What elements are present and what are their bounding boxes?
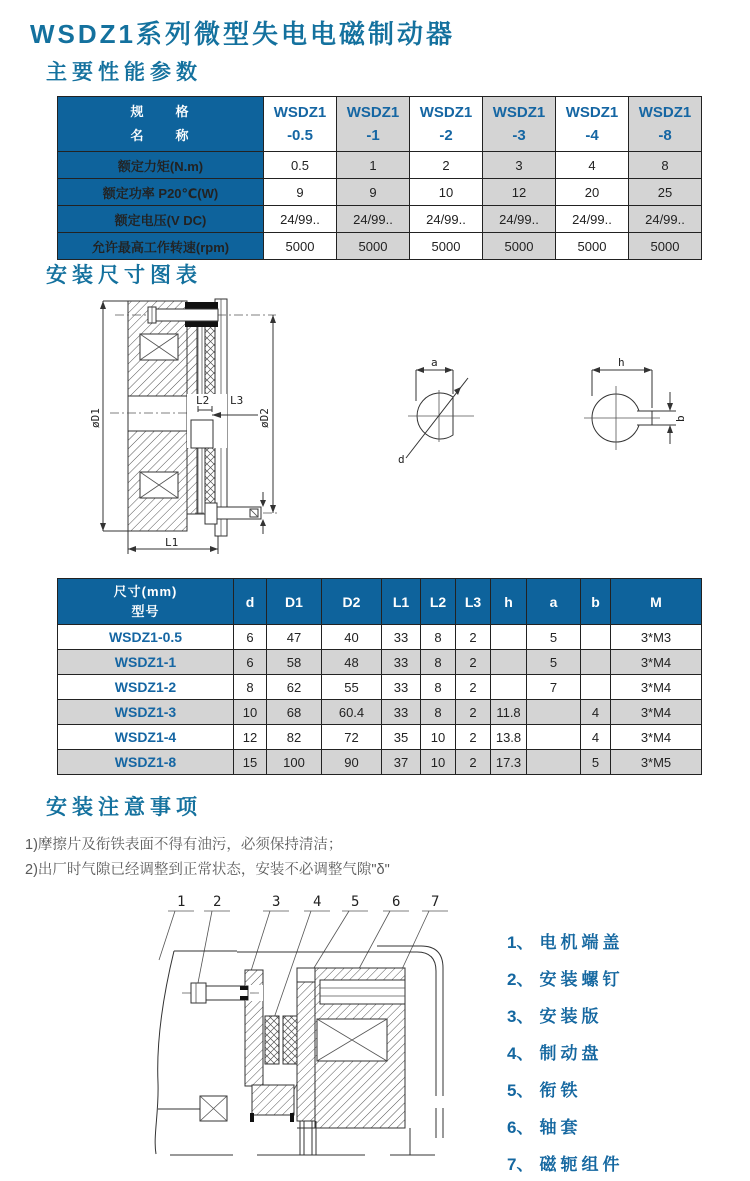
perf-corner-top: 规 格 <box>130 104 191 119</box>
dim-value-cell: 4 <box>581 725 611 750</box>
callout-5: 5 <box>351 894 360 910</box>
motor-end-cover <box>155 951 237 1154</box>
dim-value-cell: 35 <box>382 725 421 750</box>
dim-value-cell: 68 <box>267 700 322 725</box>
perf-value-cell: 24/99.. <box>410 206 483 233</box>
dim-value-cell: 82 <box>267 725 322 750</box>
perf-row-label: 允许最高工作转速(rpm) <box>58 233 264 260</box>
dim-corner-top: 尺寸(mm) <box>113 583 178 599</box>
dim-model-cell: WSDZ1-8 <box>58 750 234 775</box>
perf-row-label: 额定电压(V DC) <box>58 206 264 233</box>
dim-value-cell: 2 <box>456 750 491 775</box>
dim-label-d: d <box>398 453 405 466</box>
dim-value-cell: 8 <box>234 675 267 700</box>
dim-value-cell: 5 <box>527 625 581 650</box>
dim-value-cell: 4 <box>581 700 611 725</box>
table-row <box>58 152 702 179</box>
section-heading-dimensions: 安装尺寸图表 <box>46 264 202 287</box>
perf-value-cell: 20 <box>556 179 629 206</box>
list-item <box>507 922 623 959</box>
dim-value-cell: 2 <box>456 725 491 750</box>
performance-table <box>57 96 702 260</box>
perf-value-cell: 5000 <box>483 233 556 260</box>
perf-value-cell: 5000 <box>629 233 702 260</box>
dim-col-header: b <box>581 579 611 625</box>
perf-row-label: 额定力矩(N.m) <box>58 152 264 179</box>
part-name: 安装螺钉 <box>539 970 624 989</box>
perf-value-cell: 4 <box>556 152 629 179</box>
bore-detail-h-b <box>576 356 694 468</box>
dim-corner-bottom: 型号 <box>131 603 160 619</box>
dim-value-cell: 8 <box>421 675 456 700</box>
dim-value-cell <box>527 725 581 750</box>
dim-d2 <box>258 315 276 513</box>
dim-value-cell <box>491 650 527 675</box>
perf-value-cell: 1 <box>337 152 410 179</box>
dim-value-cell: 13.8 <box>491 725 527 750</box>
dim-value-cell <box>581 650 611 675</box>
perf-col-header: WSDZ1 -4 <box>556 97 629 152</box>
brake-cross-section-drawing <box>60 296 340 564</box>
dim-value-cell <box>491 675 527 700</box>
dim-value-cell: 3*M4 <box>611 700 702 725</box>
perf-value-cell: 0.5 <box>264 152 337 179</box>
dim-label-b: b <box>674 415 687 422</box>
dim-value-cell: 33 <box>382 675 421 700</box>
perf-value-cell: 5000 <box>556 233 629 260</box>
dim-value-cell: 3*M3 <box>611 625 702 650</box>
perf-value-cell: 12 <box>483 179 556 206</box>
armature <box>297 968 315 1121</box>
dim-value-cell <box>527 750 581 775</box>
dim-label-d2: øD2 <box>258 408 271 428</box>
section-heading-performance: 主要性能参数 <box>46 61 202 84</box>
page-title: WSDZ1系列微型失电电磁制动器 <box>30 19 456 49</box>
dim-col-header: L2 <box>421 579 456 625</box>
perf-row-label: 额定功率 P20℃(W) <box>58 179 264 206</box>
dim-value-cell: 3*M4 <box>611 725 702 750</box>
note-line-1: 1)摩擦片及衔铁表面不得有油污，必须保持清洁； <box>25 837 343 853</box>
perf-value-cell: 24/99.. <box>629 206 702 233</box>
perf-value-cell: 25 <box>629 179 702 206</box>
dim-value-cell: 33 <box>382 625 421 650</box>
dim-col-header: h <box>491 579 527 625</box>
dim-value-cell: 2 <box>456 675 491 700</box>
list-item <box>507 1070 623 1107</box>
table-row <box>58 675 702 700</box>
dim-value-cell: 60.4 <box>322 700 382 725</box>
table-row <box>58 233 702 260</box>
dim-value-cell: 11.8 <box>491 700 527 725</box>
dim-d1 <box>89 301 128 531</box>
dim-col-header: L3 <box>456 579 491 625</box>
perf-col-header: WSDZ1 -1 <box>337 97 410 152</box>
callout-4: 4 <box>313 894 322 910</box>
perf-value-cell: 2 <box>410 152 483 179</box>
dim-value-cell: 8 <box>421 650 456 675</box>
dim-value-cell: 48 <box>322 650 382 675</box>
part-number: 5、 <box>507 1081 534 1100</box>
dim-label-l1: L1 <box>165 536 179 549</box>
dim-value-cell: 3*M4 <box>611 675 702 700</box>
table-row <box>58 750 702 775</box>
dim-value-cell <box>581 625 611 650</box>
dim-value-cell: 58 <box>267 650 322 675</box>
perf-col-header: WSDZ1 -3 <box>483 97 556 152</box>
table-row <box>58 625 702 650</box>
dim-value-cell: 7 <box>527 675 581 700</box>
part-number: 1、 <box>507 933 534 952</box>
dim-col-header: L1 <box>382 579 421 625</box>
part-name: 磁轭组件 <box>539 1155 624 1174</box>
dim-label-l3: L3 <box>230 394 244 407</box>
callout-2: 2 <box>213 894 222 910</box>
table-row <box>58 700 702 725</box>
dim-value-cell: 8 <box>421 625 456 650</box>
list-item <box>507 959 623 996</box>
installation-diagram <box>127 888 495 1173</box>
table-row <box>58 650 702 675</box>
callout-6: 6 <box>392 894 401 910</box>
dim-model-cell: WSDZ1-4 <box>58 725 234 750</box>
perf-value-cell: 9 <box>264 179 337 206</box>
dim-value-cell: 37 <box>382 750 421 775</box>
part-name: 轴套 <box>539 1118 582 1137</box>
yoke-section <box>110 301 192 531</box>
perf-value-cell: 5000 <box>337 233 410 260</box>
dim-model-cell: WSDZ1-3 <box>58 700 234 725</box>
dim-col-header: a <box>527 579 581 625</box>
dim-value-cell: 3*M4 <box>611 650 702 675</box>
perf-corner-cell <box>58 97 264 152</box>
perf-col-header: WSDZ1 -8 <box>629 97 702 152</box>
dim-value-cell: 100 <box>267 750 322 775</box>
yoke-assembly <box>315 968 405 1128</box>
mounting-bolt <box>182 983 259 1003</box>
dim-value-cell: 5 <box>581 750 611 775</box>
perf-value-cell: 24/99.. <box>556 206 629 233</box>
part-number: 7、 <box>507 1155 534 1174</box>
dim-value-cell: 3*M5 <box>611 750 702 775</box>
dim-value-cell: 6 <box>234 625 267 650</box>
dim-value-cell: 33 <box>382 650 421 675</box>
dim-label-l2: L2 <box>196 394 210 407</box>
part-name: 电机端盖 <box>539 933 624 952</box>
dim-col-header: D2 <box>322 579 382 625</box>
dim-col-header: D1 <box>267 579 322 625</box>
dim-value-cell: 55 <box>322 675 382 700</box>
section-heading-notes: 安装注意事项 <box>46 796 202 819</box>
dim-value-cell: 62 <box>267 675 322 700</box>
table-row <box>58 206 702 233</box>
dimension-table <box>57 578 702 775</box>
list-item <box>507 1144 623 1181</box>
dim-value-cell: 15 <box>234 750 267 775</box>
perf-value-cell: 24/99.. <box>264 206 337 233</box>
dim-value-cell <box>491 625 527 650</box>
dim-value-cell: 2 <box>456 700 491 725</box>
table-row <box>58 179 702 206</box>
bore-detail-a-d <box>394 356 494 468</box>
dim-value-cell: 10 <box>421 750 456 775</box>
table-row <box>58 725 702 750</box>
part-number: 4、 <box>507 1044 534 1063</box>
dim-value-cell: 40 <box>322 625 382 650</box>
dim-corner-cell <box>58 579 234 625</box>
dim-label-a: a <box>431 356 438 369</box>
dim-value-cell: 10 <box>421 725 456 750</box>
part-number: 3、 <box>507 1007 534 1026</box>
dim-model-cell: WSDZ1-2 <box>58 675 234 700</box>
dim-value-cell: 5 <box>527 650 581 675</box>
dim-col-header: M <box>611 579 702 625</box>
dim-value-cell: 12 <box>234 725 267 750</box>
part-number: 2、 <box>507 970 534 989</box>
dim-value-cell: 8 <box>421 700 456 725</box>
perf-col-header: WSDZ1 -2 <box>410 97 483 152</box>
perf-value-cell: 3 <box>483 152 556 179</box>
dim-label-h: h <box>618 356 625 369</box>
perf-value-cell: 24/99.. <box>483 206 556 233</box>
dim-value-cell: 47 <box>267 625 322 650</box>
perf-col-header: WSDZ1 -0.5 <box>264 97 337 152</box>
list-item <box>507 996 623 1033</box>
list-item <box>507 1107 623 1144</box>
perf-value-cell: 5000 <box>264 233 337 260</box>
dim-label-d1: øD1 <box>89 408 102 428</box>
callout-7: 7 <box>431 894 440 910</box>
dim-value-cell: 2 <box>456 625 491 650</box>
part-name: 衔铁 <box>539 1081 582 1100</box>
dim-value-cell: 10 <box>234 700 267 725</box>
dim-value-cell <box>581 675 611 700</box>
callout-1: 1 <box>177 894 186 910</box>
perf-value-cell: 5000 <box>410 233 483 260</box>
dim-value-cell: 33 <box>382 700 421 725</box>
part-name: 安装版 <box>539 1007 603 1026</box>
dim-col-header: d <box>234 579 267 625</box>
perf-corner-bottom: 名 称 <box>130 128 191 143</box>
perf-value-cell: 9 <box>337 179 410 206</box>
dim-model-cell: WSDZ1-0.5 <box>58 625 234 650</box>
callout-3: 3 <box>272 894 281 910</box>
dim-value-cell: 90 <box>322 750 382 775</box>
list-item <box>507 1033 623 1070</box>
part-number: 6、 <box>507 1118 534 1137</box>
dim-value-cell: 17.3 <box>491 750 527 775</box>
part-name: 制动盘 <box>539 1044 603 1063</box>
dim-value-cell: 2 <box>456 650 491 675</box>
perf-value-cell: 8 <box>629 152 702 179</box>
note-line-2: 2)出厂时气隙已经调整到正常状态，安装不必调整气隙"δ" <box>25 862 390 878</box>
dim-model-cell: WSDZ1-1 <box>58 650 234 675</box>
parts-list <box>507 922 623 1181</box>
dim-value-cell: 72 <box>322 725 382 750</box>
perf-value-cell: 10 <box>410 179 483 206</box>
dim-value-cell <box>527 700 581 725</box>
dim-l1 <box>128 531 218 554</box>
dim-value-cell: 6 <box>234 650 267 675</box>
perf-value-cell: 24/99.. <box>337 206 410 233</box>
